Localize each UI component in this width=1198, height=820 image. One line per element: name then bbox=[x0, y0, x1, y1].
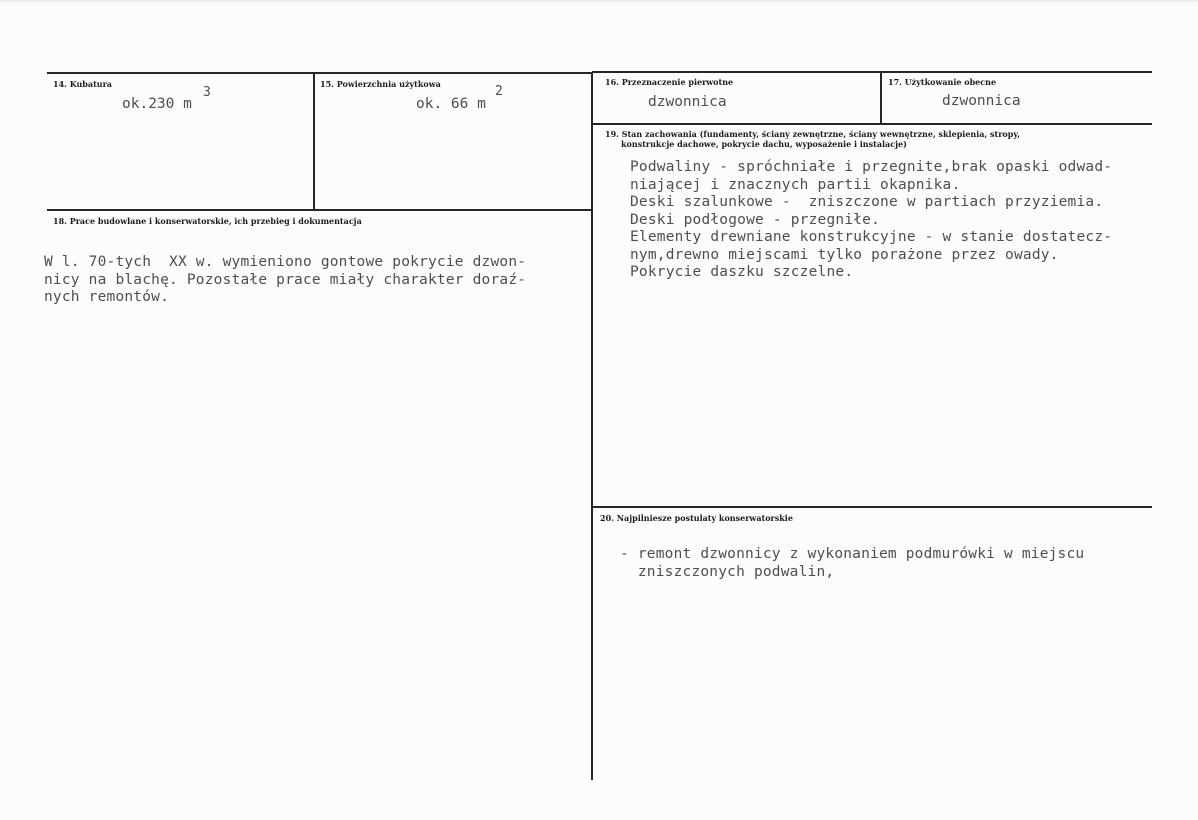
stan-line: Elementy drewniane konstrukcyjne - w stanie dostatecz- bbox=[630, 229, 1113, 245]
stan-line: Podwaliny - spróchniałe i przegnite,brak opaski odwad- bbox=[630, 159, 1113, 175]
postulaty-line: - remont dzwonnicy z wykonaniem podmurówki w miejscu bbox=[620, 546, 1085, 562]
divider-14-15 bbox=[313, 72, 315, 210]
stan-line: Pokrycie daszku szczelne. bbox=[630, 264, 854, 280]
stan-line: Deski podłogowe - przegniłe. bbox=[630, 211, 881, 228]
prace-label: 18. Prace budowlane i konserwatorskie, ich przebieg i dokumentacja bbox=[53, 216, 362, 226]
rule-above-19 bbox=[592, 123, 1152, 125]
scan-edge-shadow bbox=[0, 0, 1198, 4]
stan-line: nym,drewno miejscami tylko porażone przez owady. bbox=[630, 246, 1059, 263]
kubatura-value: ok.230 m bbox=[122, 96, 192, 112]
uzytkowanie-value: dzwonnica bbox=[942, 93, 1021, 109]
prace-line: W l. 70-tych XX w. wymieniono gontowe pokrycie dzwon- bbox=[44, 254, 527, 270]
top-rule-left bbox=[47, 72, 592, 74]
postulaty-text bbox=[620, 546, 1084, 581]
postulaty-label: 20. Najpilniesze postulaty konserwatorskie bbox=[600, 513, 793, 523]
rule-above-20 bbox=[592, 506, 1152, 508]
powierzchnia-label: 15. Powierzchnia użytkowa bbox=[320, 79, 441, 89]
center-divider bbox=[591, 72, 593, 780]
divider-16-17 bbox=[880, 72, 882, 124]
powierzchnia-value: ok. 66 m bbox=[416, 96, 486, 112]
stan-label-line2: konstrukcje dachowe, pokrycie dachu, wyposażenie i instalacje) bbox=[621, 139, 907, 149]
stan-line: Deski szalunkowe - zniszczone w partiach przyziemia. bbox=[630, 194, 1104, 210]
uzytkowanie-label: 17. Użytkowanie obecne bbox=[888, 77, 997, 87]
przeznaczenie-label: 16. Przeznaczenie pierwotne bbox=[605, 77, 734, 87]
kubatura-exponent: 3 bbox=[203, 85, 211, 100]
rule-above-18 bbox=[47, 209, 592, 211]
postulaty-line: zniszczonych podwalin, bbox=[620, 563, 835, 580]
top-rule-right bbox=[592, 71, 1152, 73]
stan-label-line1: 19. Stan zachowania (fundamenty, ściany zewnętrzne, ściany wewnętrzne, sklepienia, stropy, bbox=[605, 129, 1021, 139]
kubatura-label: 14. Kubatura bbox=[53, 79, 112, 89]
powierzchnia-exponent: 2 bbox=[495, 84, 503, 99]
stan-text bbox=[630, 159, 1112, 282]
prace-line: nicy na blachę. Pozostałe prace miały charakter doraź- bbox=[44, 271, 527, 288]
prace-line: nych remontów. bbox=[44, 289, 170, 305]
przeznaczenie-value: dzwonnica bbox=[648, 94, 727, 110]
stan-line: niającej i znacznych partii okapnika. bbox=[630, 176, 961, 193]
prace-text bbox=[44, 254, 526, 307]
